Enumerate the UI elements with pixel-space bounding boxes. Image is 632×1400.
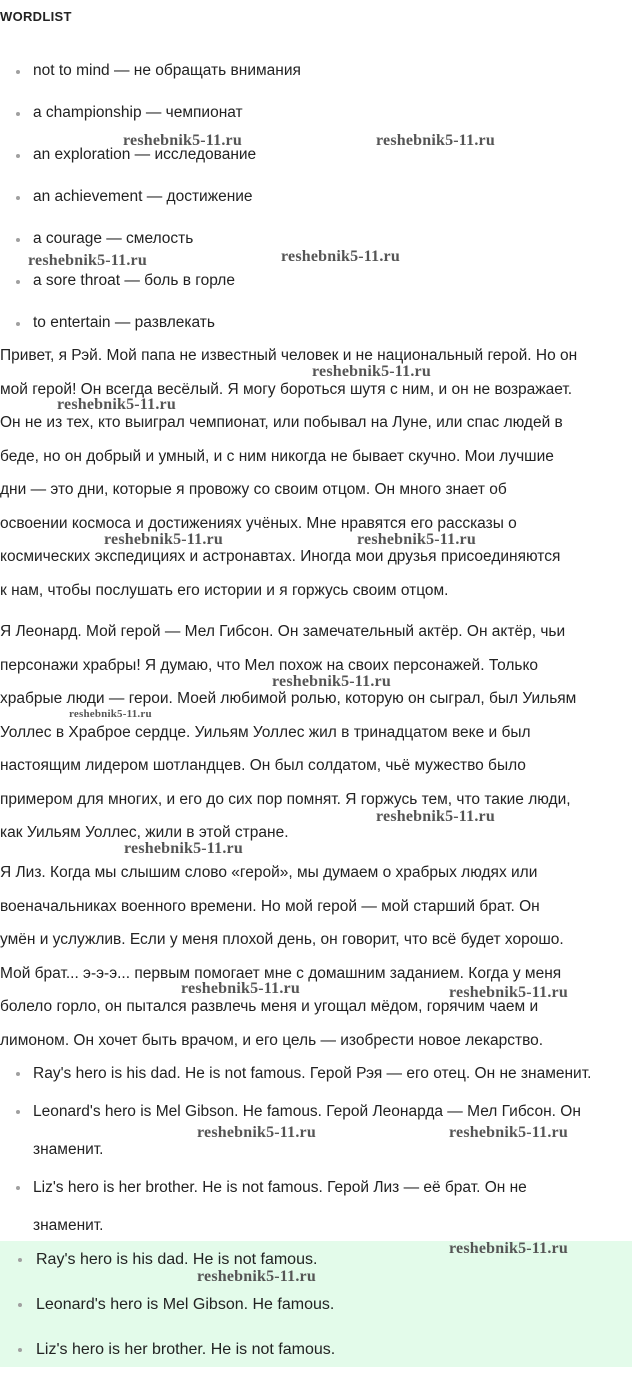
bullet-icon	[16, 196, 20, 200]
answer-line: Ray's hero is his dad. He is not famous. Герой Рэя — его отец. Он не знаменит.	[33, 1065, 592, 1082]
watermark: reshebnik5-11.ru	[272, 673, 391, 690]
bullet-icon	[16, 1072, 20, 1076]
watermark: reshebnik5-11.ru	[197, 1124, 316, 1141]
watermark: reshebnik5-11.ru	[312, 363, 431, 380]
text-line: Я Лиз. Когда мы слышим слово «герой», мы думаем о храбрых людях или	[0, 864, 538, 881]
watermark: reshebnik5-11.ru	[281, 248, 400, 265]
list-item	[0, 1288, 632, 1333]
list-item	[0, 223, 632, 265]
answer-line: Liz's hero is her brother. He is not famous. Герой Лиз — её брат. Он не	[33, 1179, 527, 1196]
translation-paragraph-leonard	[0, 615, 632, 850]
bullet-icon	[16, 70, 20, 74]
text-line: Он не из тех, кто выиграл чемпионат, или побывал на Луне, или спас людей в	[0, 414, 563, 431]
answer-text: Leonard's hero is Mel Gibson. He famous.	[36, 1296, 335, 1313]
list-item	[0, 139, 632, 181]
word-entry: a sore throat — боль в горле	[33, 272, 235, 289]
word-entry: a championship — чемпионат	[33, 104, 243, 121]
watermark: reshebnik5-11.ru	[123, 132, 242, 149]
answer-line: знаменит.	[33, 1141, 104, 1158]
watermark: reshebnik5-11.ru	[197, 1268, 316, 1285]
text-line: военачальниках военного времени. Но мой герой — мой старший брат. Он	[0, 897, 540, 915]
watermark: reshebnik5-11.ru	[104, 531, 223, 548]
text-line: Мой брат... э-э-э... первым помогает мне с домашним заданием. Когда у меня	[0, 964, 562, 982]
text-line: дни — это дни, которые я провожу со своим отцом. Он много знает об	[0, 481, 507, 498]
text-line: персонажи храбры! Я думаю, что Мел похож на своих персонажей. Только	[0, 656, 539, 674]
watermark: reshebnik5-11.ru	[69, 708, 152, 720]
text-line: беде, но он добрый и умный, и с ним никогда не бывает скучно. Мои лучшие	[0, 447, 554, 465]
answer-text: Ray's hero is his dad. He is not famous.	[36, 1251, 318, 1268]
text-line: к нам, чтобы послушать его истории и я горжусь своим отцом.	[0, 581, 449, 599]
answer-line: Leonard's hero is Mel Gibson. He famous. Герой Леонарда — Мел Гибсон. Он	[33, 1103, 581, 1120]
watermark: reshebnik5-11.ru	[357, 531, 476, 548]
word-entry: not to mind — не обращать внимания	[33, 62, 301, 79]
list-item	[0, 97, 632, 139]
answers-list	[0, 1055, 632, 1245]
list-item	[0, 265, 632, 307]
list-item	[0, 1243, 632, 1288]
watermark: reshebnik5-11.ru	[449, 1240, 568, 1257]
text-line: храбрые люди — герои. Моей любимой ролью, которую он сыграл, был Уильям	[0, 690, 577, 707]
list-item	[0, 1169, 632, 1245]
text-line: настоящим лидером шотландцев. Он был солдатом, чьё мужество было	[0, 757, 526, 774]
text-line: космических экспедициях и астронавтах. Иногда мои друзья присоединяются	[0, 548, 561, 565]
list-item	[0, 1333, 632, 1378]
watermark: reshebnik5-11.ru	[181, 980, 300, 997]
text-line: мой герой! Он всегда весёлый. Я могу бороться шутя с ним, и он не возражает.	[0, 380, 573, 398]
bullet-icon	[18, 1303, 22, 1307]
bullet-icon	[16, 1186, 20, 1190]
list-item	[0, 55, 632, 97]
watermark: reshebnik5-11.ru	[28, 252, 147, 269]
bullet-icon	[16, 238, 20, 242]
word-entry: an achievement — достижение	[33, 188, 253, 205]
list-item	[0, 1093, 632, 1169]
bullet-icon	[16, 322, 20, 326]
answer-line: знаменит.	[33, 1217, 104, 1234]
watermark: reshebnik5-11.ru	[449, 1124, 568, 1141]
text-line: умён и услужлив. Если у меня плохой день, он говорит, что всё будет хорошо.	[0, 931, 564, 948]
watermark: reshebnik5-11.ru	[57, 396, 176, 413]
bullet-icon	[16, 1110, 20, 1114]
translation-paragraph-liz	[0, 856, 632, 1057]
word-entry: to entertain — развлекать	[33, 314, 215, 331]
text-line: лимоном. Он хочет быть врачом, и его цель — изобрести новое лекарство.	[0, 1031, 544, 1049]
wordlist-heading: WORDLIST	[0, 9, 72, 24]
watermark: reshebnik5-11.ru	[449, 984, 568, 1001]
text-line: болело горло, он пытался развлечь меня и угощал мёдом, горячим чаем и	[0, 998, 539, 1015]
bullet-icon	[18, 1348, 22, 1352]
text-line: Привет, я Рэй. Мой папа не известный человек и не национальный герой. Но он	[0, 347, 578, 364]
text-line: Я Леонард. Мой герой — Мел Гибсон. Он замечательный актёр. Он актёр, чьи	[0, 623, 566, 640]
word-entry: an exploration — исследование	[33, 146, 257, 163]
highlighted-answers-list	[0, 1243, 632, 1378]
watermark: reshebnik5-11.ru	[376, 132, 495, 149]
bullet-icon	[18, 1258, 22, 1262]
text-line: освоении космоса и достижениях учёных. Мне нравятся его рассказы о	[0, 514, 517, 532]
watermark: reshebnik5-11.ru	[376, 808, 495, 825]
watermark: reshebnik5-11.ru	[124, 840, 243, 857]
bullet-icon	[16, 112, 20, 116]
text-line: как Уильям Уоллес, жили в этой стране.	[0, 824, 289, 841]
text-line: Уоллес в Храброе сердце. Уильям Уоллес жил в тринадцатом веке и был	[0, 723, 531, 741]
word-entry: a courage — смелость	[33, 230, 194, 247]
text-line: примером для многих, и его до сих пор помнят. Я горжусь тем, что такие люди,	[0, 790, 571, 808]
bullet-icon	[16, 154, 20, 158]
list-item	[0, 1055, 632, 1093]
answer-text: Liz's hero is her brother. He is not famous.	[36, 1341, 336, 1358]
bullet-icon	[16, 280, 20, 284]
translation-paragraph-ray	[0, 339, 632, 607]
list-item	[0, 181, 632, 223]
wordlist	[0, 55, 632, 349]
